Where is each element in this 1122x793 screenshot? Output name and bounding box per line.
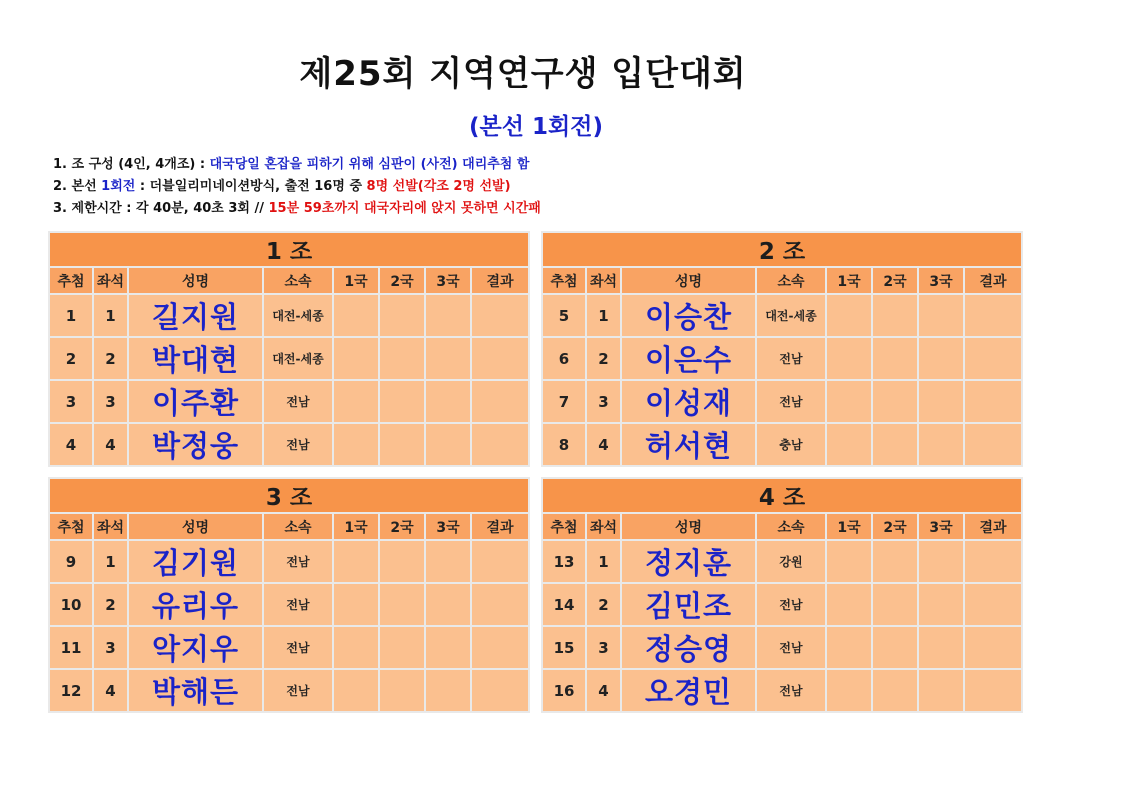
rules-notes: [53, 154, 541, 220]
col-result: 결과: [965, 514, 1021, 539]
game-1-cell: [334, 670, 378, 711]
draw-number: 9: [50, 541, 92, 582]
player-name: 이은수: [622, 338, 755, 379]
player-name: 박정웅: [129, 424, 262, 465]
game-1-cell: [827, 424, 871, 465]
game-3-cell: [919, 627, 963, 668]
table-row: [543, 541, 1021, 582]
draw-number: 15: [543, 627, 585, 668]
col-game-1: 1국: [827, 268, 871, 293]
col-game-1: 1국: [334, 514, 378, 539]
col-seat: 좌석: [94, 514, 127, 539]
game-1-cell: [827, 541, 871, 582]
col-draw: 추첨: [50, 514, 92, 539]
table-row: [543, 381, 1021, 422]
player-name: 이성재: [622, 381, 755, 422]
player-affiliation: 대전-세종: [264, 338, 332, 379]
draw-number: 7: [543, 381, 585, 422]
draw-number: 6: [543, 338, 585, 379]
player-name: 김민조: [622, 584, 755, 625]
table-row: [50, 381, 528, 422]
game-2-cell: [873, 424, 917, 465]
seat-number: 4: [94, 424, 127, 465]
table-row: [543, 338, 1021, 379]
game-2-cell: [873, 627, 917, 668]
game-1-cell: [827, 338, 871, 379]
draw-number: 5: [543, 295, 585, 336]
game-1-cell: [334, 424, 378, 465]
col-result: 결과: [472, 268, 528, 293]
draw-number: 1: [50, 295, 92, 336]
game-1-cell: [827, 584, 871, 625]
game-1-cell: [334, 584, 378, 625]
draw-number: 4: [50, 424, 92, 465]
draw-number: 3: [50, 381, 92, 422]
game-2-cell: [873, 584, 917, 625]
player-affiliation: 전남: [757, 381, 825, 422]
game-1-cell: [334, 295, 378, 336]
result-cell: [965, 627, 1021, 668]
draw-number: 2: [50, 338, 92, 379]
player-name: 박대현: [129, 338, 262, 379]
seat-number: 2: [587, 584, 620, 625]
game-2-cell: [380, 424, 424, 465]
col-game-2: 2국: [380, 268, 424, 293]
result-cell: [472, 541, 528, 582]
seat-number: 3: [94, 381, 127, 422]
game-2-cell: [380, 295, 424, 336]
note-2-round: 1회전: [101, 179, 136, 194]
draw-number: 14: [543, 584, 585, 625]
game-1-cell: [827, 295, 871, 336]
note-1-text: 1. 조 구성 (4인, 4개조) :: [53, 157, 210, 172]
seat-number: 3: [94, 627, 127, 668]
game-2-cell: [380, 670, 424, 711]
game-3-cell: [919, 381, 963, 422]
table-row: [50, 295, 528, 336]
player-affiliation: 전남: [757, 670, 825, 711]
player-name: 유리우: [129, 584, 262, 625]
game-3-cell: [919, 670, 963, 711]
col-affiliation: 소속: [757, 514, 825, 539]
note-2-selection: 8명 선발(각조 2명 선발): [366, 179, 511, 194]
seat-number: 1: [587, 295, 620, 336]
draw-number: 10: [50, 584, 92, 625]
game-2-cell: [873, 381, 917, 422]
game-3-cell: [426, 338, 470, 379]
draw-number: 12: [50, 670, 92, 711]
result-cell: [965, 670, 1021, 711]
game-2-cell: [380, 381, 424, 422]
col-game-3: 3국: [426, 514, 470, 539]
col-game-2: 2국: [873, 268, 917, 293]
game-1-cell: [334, 338, 378, 379]
game-2-cell: [380, 584, 424, 625]
player-name: 이승찬: [622, 295, 755, 336]
col-affiliation: 소속: [264, 514, 332, 539]
game-1-cell: [334, 541, 378, 582]
col-result: 결과: [472, 514, 528, 539]
seat-number: 4: [587, 670, 620, 711]
seat-number: 2: [587, 338, 620, 379]
game-2-cell: [873, 670, 917, 711]
col-seat: 좌석: [587, 268, 620, 293]
game-1-cell: [334, 381, 378, 422]
game-2-cell: [380, 338, 424, 379]
player-affiliation: 전남: [757, 627, 825, 668]
player-affiliation: 대전-세종: [264, 295, 332, 336]
player-affiliation: 전남: [264, 381, 332, 422]
seat-number: 2: [94, 338, 127, 379]
game-2-cell: [380, 627, 424, 668]
note-1-highlight: 대국당일 혼잡을 피하기 위해 심판이 (사전) 대리추첨 함: [209, 157, 530, 172]
player-affiliation: 전남: [757, 338, 825, 379]
note-3: [53, 198, 541, 220]
game-1-cell: [334, 627, 378, 668]
result-cell: [472, 295, 528, 336]
result-cell: [965, 584, 1021, 625]
game-2-cell: [873, 338, 917, 379]
col-name: 성명: [129, 514, 262, 539]
col-affiliation: 소속: [264, 268, 332, 293]
player-affiliation: 전남: [757, 584, 825, 625]
seat-number: 3: [587, 381, 620, 422]
result-cell: [965, 424, 1021, 465]
draw-number: 11: [50, 627, 92, 668]
player-name: 정승영: [622, 627, 755, 668]
player-affiliation: 전남: [264, 424, 332, 465]
group-2-table: [541, 231, 1023, 467]
page-title: 제25회 지역연구생 입단대회: [299, 54, 747, 94]
result-cell: [965, 381, 1021, 422]
player-name: 악지우: [129, 627, 262, 668]
seat-number: 2: [94, 584, 127, 625]
col-game-3: 3국: [919, 268, 963, 293]
player-affiliation: 대전-세종: [757, 295, 825, 336]
table-row: [50, 424, 528, 465]
col-name: 성명: [622, 514, 755, 539]
table-row: [50, 627, 528, 668]
group-3-title: 3 조: [50, 479, 528, 512]
col-name: 성명: [622, 268, 755, 293]
game-2-cell: [380, 541, 424, 582]
game-3-cell: [919, 541, 963, 582]
game-3-cell: [426, 295, 470, 336]
table-row: [50, 584, 528, 625]
result-cell: [472, 670, 528, 711]
draw-number: 13: [543, 541, 585, 582]
game-3-cell: [426, 670, 470, 711]
table-row: [50, 338, 528, 379]
col-game-1: 1국: [827, 514, 871, 539]
player-name: 허서현: [622, 424, 755, 465]
col-seat: 좌석: [94, 268, 127, 293]
table-row: [543, 295, 1021, 336]
col-draw: 추첨: [543, 514, 585, 539]
player-name: 이주환: [129, 381, 262, 422]
result-cell: [472, 424, 528, 465]
note-3-warning: 15분 59초까지 대국자리에 앉지 못하면 시간패: [268, 201, 541, 216]
game-1-cell: [827, 627, 871, 668]
seat-number: 4: [587, 424, 620, 465]
player-name: 오경민: [622, 670, 755, 711]
player-affiliation: 강원: [757, 541, 825, 582]
col-seat: 좌석: [587, 514, 620, 539]
result-cell: [472, 627, 528, 668]
game-2-cell: [873, 295, 917, 336]
result-cell: [965, 338, 1021, 379]
game-3-cell: [426, 424, 470, 465]
table-row: [543, 627, 1021, 668]
player-affiliation: 전남: [264, 541, 332, 582]
player-affiliation: 전남: [264, 627, 332, 668]
player-name: 정지훈: [622, 541, 755, 582]
game-3-cell: [426, 541, 470, 582]
col-game-3: 3국: [426, 268, 470, 293]
seat-number: 4: [94, 670, 127, 711]
game-3-cell: [919, 584, 963, 625]
page-subtitle: (본선 1회전): [469, 114, 603, 140]
group-1-table: [48, 231, 530, 467]
game-3-cell: [426, 584, 470, 625]
player-affiliation: 충남: [757, 424, 825, 465]
col-game-2: 2국: [873, 514, 917, 539]
result-cell: [472, 381, 528, 422]
note-3-text: 3. 제한시간 : 각 40분, 40초 3회 //: [53, 201, 269, 216]
player-name: 길지원: [129, 295, 262, 336]
result-cell: [965, 295, 1021, 336]
seat-number: 1: [94, 295, 127, 336]
group-2-title: 2 조: [543, 233, 1021, 266]
result-cell: [472, 584, 528, 625]
player-affiliation: 전남: [264, 670, 332, 711]
col-name: 성명: [129, 268, 262, 293]
col-affiliation: 소속: [757, 268, 825, 293]
seat-number: 1: [94, 541, 127, 582]
group-3-table: [48, 477, 530, 713]
table-row: [543, 584, 1021, 625]
seat-number: 1: [587, 541, 620, 582]
group-4-title: 4 조: [543, 479, 1021, 512]
table-row: [543, 670, 1021, 711]
group-1-title: 1 조: [50, 233, 528, 266]
game-2-cell: [873, 541, 917, 582]
table-row: [543, 424, 1021, 465]
result-cell: [965, 541, 1021, 582]
table-row: [50, 541, 528, 582]
game-1-cell: [827, 670, 871, 711]
result-cell: [472, 338, 528, 379]
col-game-3: 3국: [919, 514, 963, 539]
col-draw: 추첨: [543, 268, 585, 293]
game-3-cell: [426, 381, 470, 422]
col-game-1: 1국: [334, 268, 378, 293]
group-4-table: [541, 477, 1023, 713]
game-3-cell: [426, 627, 470, 668]
game-3-cell: [919, 295, 963, 336]
note-2-text: 2. 본선: [53, 179, 102, 194]
player-name: 김기원: [129, 541, 262, 582]
note-2-method: : 더블일리미네이션방식, 출전 16명 중: [135, 179, 367, 194]
seat-number: 3: [587, 627, 620, 668]
draw-number: 16: [543, 670, 585, 711]
game-3-cell: [919, 338, 963, 379]
game-3-cell: [919, 424, 963, 465]
col-game-2: 2국: [380, 514, 424, 539]
note-1: [53, 154, 541, 176]
col-result: 결과: [965, 268, 1021, 293]
game-1-cell: [827, 381, 871, 422]
note-2: [53, 176, 541, 198]
table-row: [50, 670, 528, 711]
draw-number: 8: [543, 424, 585, 465]
col-draw: 추첨: [50, 268, 92, 293]
player-affiliation: 전남: [264, 584, 332, 625]
player-name: 박해든: [129, 670, 262, 711]
